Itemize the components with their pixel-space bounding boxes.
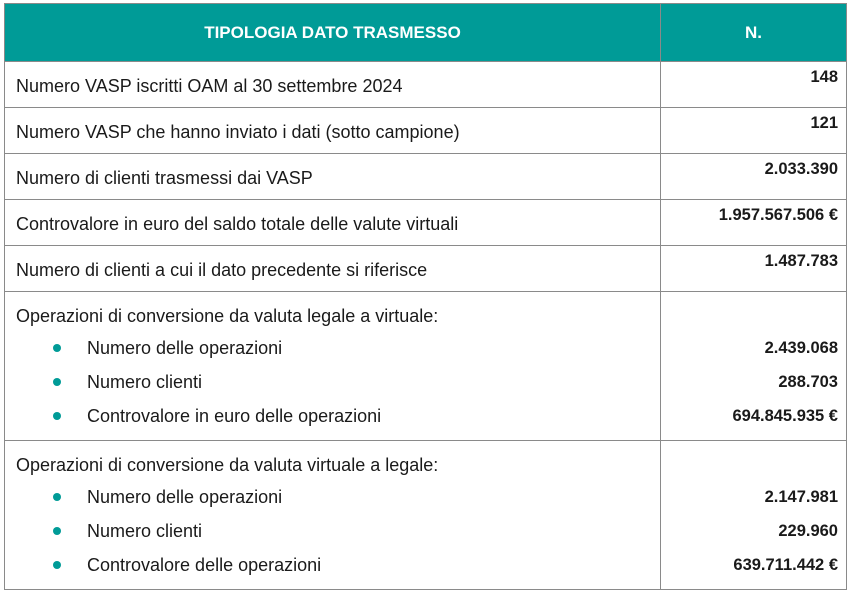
- group-value-cell: [661, 441, 847, 590]
- list-item: [5, 403, 660, 437]
- list-item: [5, 552, 660, 586]
- group-label-cell: [5, 292, 661, 441]
- group-item-list: [5, 484, 660, 586]
- row-label: Numero di clienti trasmessi dai VASP: [5, 154, 661, 200]
- item-value: 2.147.981: [764, 488, 838, 506]
- item-value: 694.845.935 €: [732, 407, 838, 425]
- table-row: [5, 62, 847, 108]
- row-label: Numero di clienti a cui il dato precedente si riferisce: [5, 246, 661, 292]
- data-table: [4, 3, 847, 590]
- row-value: 121: [661, 108, 847, 154]
- header-tipologia: TIPOLOGIA DATO TRASMESSO: [5, 4, 661, 62]
- table-header-row: [5, 4, 847, 62]
- row-value: 148: [661, 62, 847, 108]
- list-item: [5, 335, 660, 369]
- bullet-icon: [53, 527, 61, 535]
- row-value: 1.487.783: [661, 246, 847, 292]
- item-label: Numero delle operazioni: [87, 338, 283, 358]
- group-values: [661, 484, 846, 586]
- group-row-virtual-to-legal: [5, 441, 847, 590]
- item-value: 229.960: [778, 522, 838, 540]
- item-value: 639.711.442 €: [733, 556, 838, 574]
- list-item: [5, 369, 660, 403]
- group-values: [661, 335, 846, 437]
- item-label: Controvalore in euro delle operazioni: [87, 406, 382, 426]
- row-value: 1.957.567.506 €: [661, 200, 847, 246]
- list-item: [5, 484, 660, 518]
- group-item-list: [5, 335, 660, 437]
- bullet-icon: [53, 378, 61, 386]
- bullet-icon: [53, 412, 61, 420]
- bullet-icon: [53, 561, 61, 569]
- group-value-cell: [661, 292, 847, 441]
- item-label: Numero delle operazioni: [87, 487, 283, 507]
- row-value: 2.033.390: [661, 154, 847, 200]
- list-item: [5, 518, 660, 552]
- group-title: Operazioni di conversione da valuta virtuale a legale:: [16, 455, 439, 475]
- row-label: Numero VASP che hanno inviato i dati (sotto campione): [5, 108, 661, 154]
- bullet-icon: [53, 493, 61, 501]
- table-row: [5, 154, 847, 200]
- group-title: Operazioni di conversione da valuta legale a virtuale:: [16, 306, 439, 326]
- row-label: Numero VASP iscritti OAM al 30 settembre 2024: [5, 62, 661, 108]
- item-label: Controvalore delle operazioni: [87, 555, 322, 575]
- data-table-container: [4, 3, 846, 590]
- table-row: [5, 108, 847, 154]
- bullet-icon: [53, 344, 61, 352]
- row-label: Controvalore in euro del saldo totale delle valute virtuali: [5, 200, 661, 246]
- group-row-legal-to-virtual: [5, 292, 847, 441]
- item-value: 2.439.068: [764, 339, 838, 357]
- item-value: 288.703: [778, 373, 838, 391]
- item-label: Numero clienti: [87, 521, 203, 541]
- header-count: N.: [661, 4, 847, 62]
- group-label-cell: [5, 441, 661, 590]
- table-row: [5, 200, 847, 246]
- table-row: [5, 246, 847, 292]
- item-label: Numero clienti: [87, 372, 203, 392]
